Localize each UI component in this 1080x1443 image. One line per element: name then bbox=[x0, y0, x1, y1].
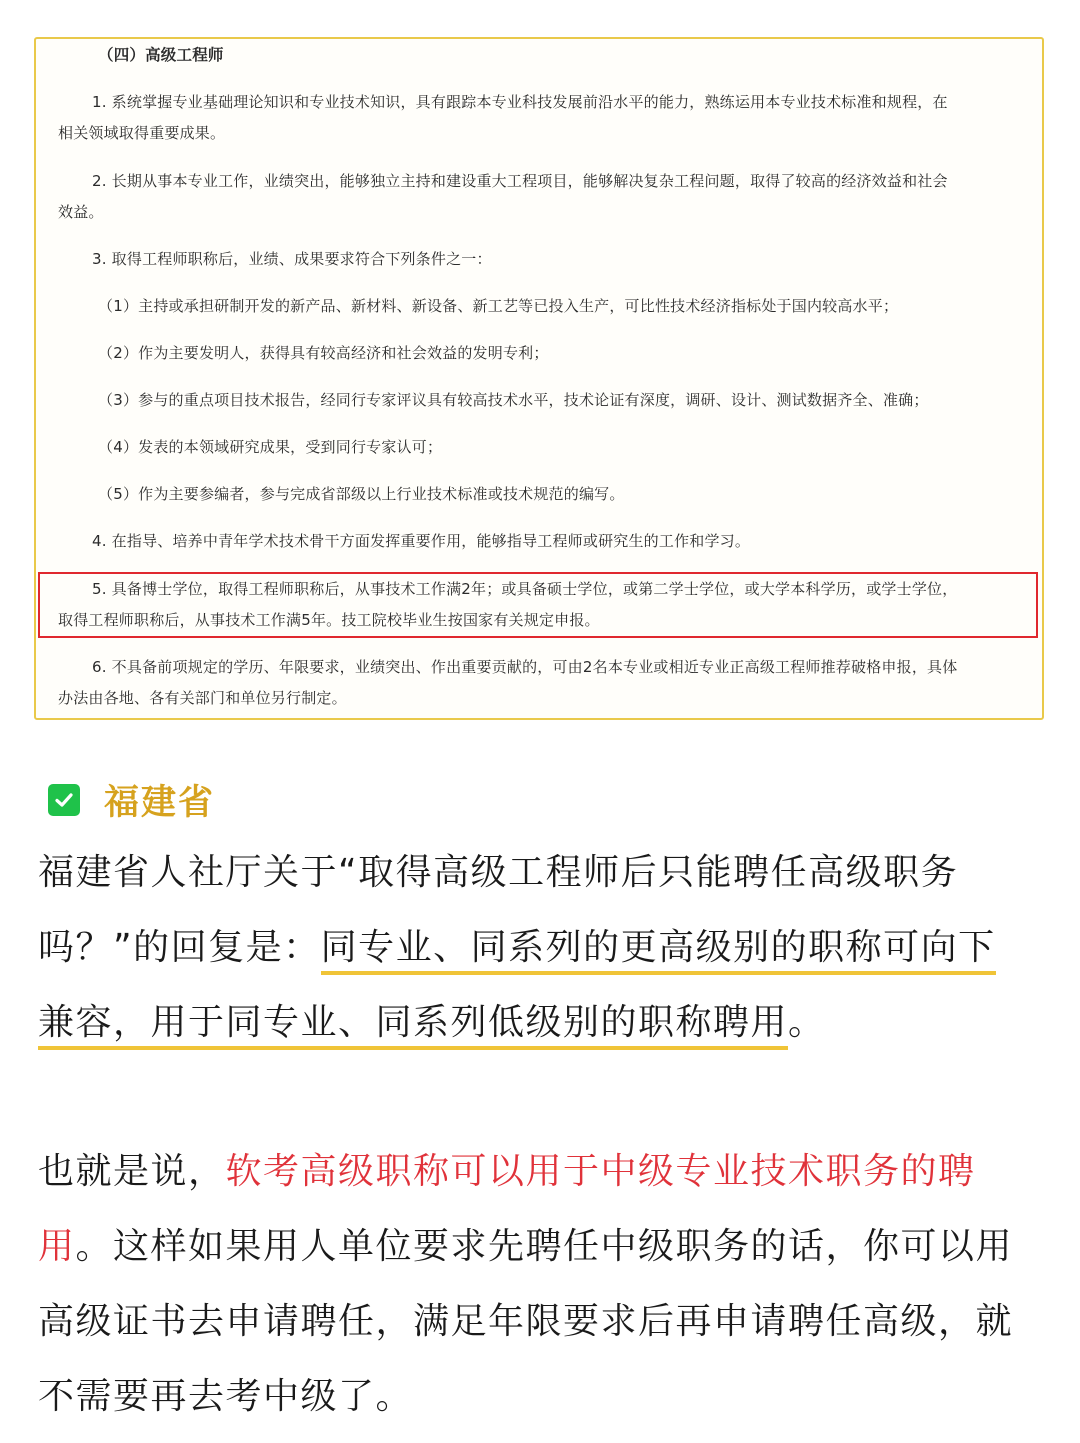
doc-item-2-line-2: 效益。 bbox=[58, 203, 104, 221]
doc-item-2-line-1: 2. 长期从事本专业工作，业绩突出，能够独立主持和建设重大工程项目，能够解决复杂工程问题，取得了较高的经济效益和社会 bbox=[92, 172, 948, 190]
doc-sub-item-4: （4）发表的本领域研究成果，受到同行专家认可； bbox=[98, 438, 443, 456]
paragraph-1-line-1: 福建省人社厅关于“取得高级工程师后只能聘任高级职务 bbox=[38, 852, 959, 893]
doc-item-1-line-1: 1. 系统掌握专业基础理论知识和专业技术知识，具有跟踪本专业科技发展前沿水平的能力，熟练运用本专业技术标准和规程，在 bbox=[92, 93, 948, 111]
paragraph-2-line-4: 不需要再去考中级了。 bbox=[38, 1376, 414, 1417]
paragraph-2-line-1-plain: 也就是说， bbox=[38, 1151, 226, 1192]
doc-item-6-line-1: 6. 不具备前项规定的学历、年限要求，业绩突出、作出重要贡献的，可由2名本专业或相近专业正高级工程师推荐破格申报，具体 bbox=[92, 658, 958, 676]
doc-item-5-line-2: 取得工程师职称后，从事技术工作满5年。技工院校毕业生按国家有关规定申报。 bbox=[58, 611, 600, 629]
paragraph-2-line-2-plain: 。这样如果用人单位要求先聘任中级职务的话，你可以用 bbox=[75, 1226, 1014, 1267]
paragraph-2-line-3: 高级证书去申请聘任，满足年限要求后再申请聘任高级，就 bbox=[38, 1301, 1014, 1342]
paragraph-1-line-2-plain: 吗？”的回复是： bbox=[38, 927, 321, 968]
paragraph-1-line-3-end: 。 bbox=[788, 1002, 826, 1043]
paragraph-2-line-1 bbox=[38, 1147, 976, 1197]
doc-sub-item-3: （3）参与的重点项目技术报告，经同行专家评议具有较高技术水平，技术论证有深度，调研、设计、测试数据齐全、准确； bbox=[98, 391, 929, 409]
doc-sub-item-5: （5）作为主要参编者，参与完成省部级以上行业技术标准或技术规范的编写。 bbox=[98, 485, 625, 503]
doc-item-4: 4. 在指导、培养中青年学术技术骨干方面发挥重要作用，能够指导工程师或研究生的工作和学习。 bbox=[92, 532, 751, 550]
paragraph-2-line-2 bbox=[38, 1222, 1013, 1272]
document-heading: （四）高级工程师 bbox=[98, 46, 224, 64]
doc-item-5-line-1: 5. 具备博士学位，取得工程师职称后，从事技术工作满2年；或具备硕士学位，或第二学士学位，或大学本科学历，或学士学位， bbox=[92, 580, 958, 598]
doc-sub-item-1: （1）主持或承担研制开发的新产品、新材料、新设备、新工艺等已投入生产，可比性技术经济指标处于国内较高水平； bbox=[98, 297, 899, 315]
red-emphasis-text: 用 bbox=[38, 1226, 76, 1267]
doc-item-6-line-2: 办法由各地、各有关部门和单位另行制定。 bbox=[58, 689, 347, 707]
paragraph-1-line-3 bbox=[38, 998, 826, 1048]
section-title: 福建省 bbox=[104, 783, 216, 823]
doc-item-1-line-2: 相关领域取得重要成果。 bbox=[58, 124, 226, 142]
paragraph-1-line-2 bbox=[38, 923, 996, 973]
underlined-text: 兼容，用于同专业、同系列低级别的职称聘用 bbox=[38, 1002, 788, 1050]
red-emphasis-text: 软考高级职称可以用于中级专业技术职务的聘 bbox=[225, 1151, 976, 1192]
doc-sub-item-2: （2）作为主要发明人，获得具有较高经济和社会效益的发明专利； bbox=[98, 344, 549, 362]
section-header bbox=[48, 778, 215, 822]
doc-item-3: 3. 取得工程师职称后，业绩、成果要求符合下列条件之一： bbox=[92, 250, 492, 268]
check-box-icon bbox=[48, 784, 80, 816]
underlined-text: 同专业、同系列的更高级别的职称可向下 bbox=[321, 927, 996, 975]
